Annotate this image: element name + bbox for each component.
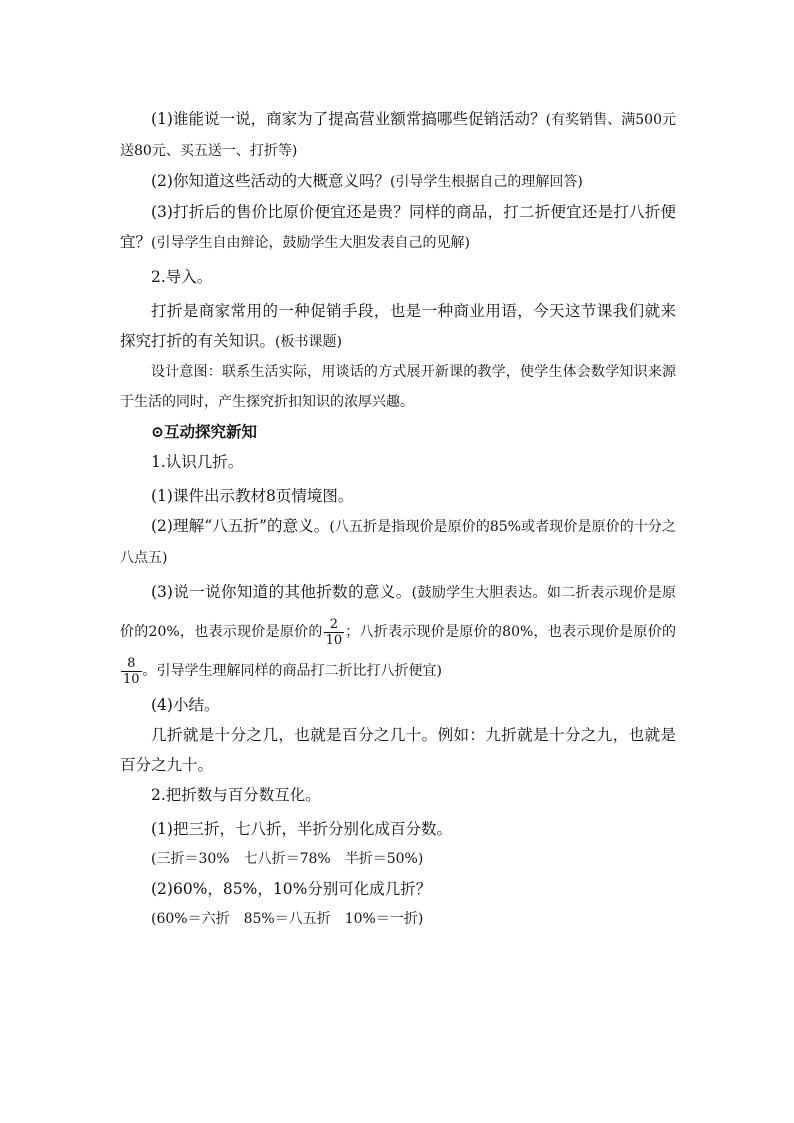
section-1-summary: 几折就是十分之几，也就是百分之几十。例如：九折就是十分之九，也就是百分之九十。 (120, 726, 676, 774)
fraction-two-tenths (324, 617, 345, 648)
section-1-item-2 (120, 511, 676, 573)
section-2-item-1: (1)把三折，七八折，半折分别化成百分数。 (151, 820, 452, 838)
section-1-heading: 1.认识几折。 (151, 453, 244, 471)
intro-text: 打折是商家常用的一种促销手段，也是一种商业用语，今天这节课我们就来探究打折的有关知识。 (120, 302, 676, 350)
question-text: (1)谁能说一说，商家为了提高营业额常搞哪些促销活动？ (151, 110, 546, 128)
note-part: 。引导学生理解同样的商品打二折比打八折便宜) (142, 663, 443, 679)
item-text: (2)理解“八五折”的意义。 (151, 517, 330, 535)
section-2-heading: 2.把折数与百分数互化。 (151, 786, 321, 804)
design-intent: 设计意图：联系生活实际，用谈话的方式展开新课的教学，使学生体会数学知识来源于生活的同时，产生探究折扣知识的浓厚兴趣。 (120, 364, 676, 410)
question-text: (2)你知道这些活动的大概意义吗？ (151, 172, 390, 190)
section-1-item-4: (4)小结。 (151, 696, 220, 714)
fraction-eight-tenths (121, 656, 142, 687)
board-note: (板书课题) (275, 334, 342, 350)
section-2-item-2: (2)60%，85%，10%分别可化成几折？ (151, 880, 432, 898)
fraction-denominator: 10 (325, 632, 343, 648)
fraction-numerator: 8 (121, 656, 142, 672)
item-text: (3)说一说你知道的其他折数的意义。 (151, 583, 412, 601)
lesson-content (120, 104, 676, 934)
question-2 (120, 166, 676, 197)
intro-paragraph (120, 296, 676, 357)
answer-note: (有奖销售、满500元送80元、买五送一、打折等) (120, 112, 676, 159)
note-part: (鼓励学生大胆表达。如二折表示现价是原价的20%，也表示现价是原价的 (120, 585, 676, 640)
section-1-item-3 (120, 573, 676, 690)
fraction-numerator: 2 (324, 617, 345, 633)
section-2-answer-1: (三折＝30% 七八折＝78% 半折＝50%) (151, 851, 424, 867)
question-1 (120, 104, 676, 166)
note-part: ；八折表示现价是原价的80%，也表示现价是原价的 (345, 624, 676, 640)
section-1-item-1: (1)课件出示教材8页情境图。 (151, 487, 354, 505)
section-heading: ⊙互动探究新知 (151, 422, 257, 441)
intro-heading: 2.导入。 (151, 268, 213, 286)
section-2-answer-2: (60%＝六折 85%＝八五折 10%＝一折) (151, 911, 424, 927)
question-text: (3)打折后的售价比原价便宜还是贵？同样的商品，打二折便宜还是打八折便宜？ (120, 203, 676, 251)
answer-note: (引导学生自由辩论，鼓励学生大胆发表自己的见解) (151, 235, 470, 251)
explanation-note: (八五折是指现价是原价的85%或者现价是原价的十分之八点五) (120, 519, 676, 566)
answer-note: (引导学生根据自己的理解回答) (389, 174, 583, 190)
question-3 (120, 197, 676, 258)
fraction-denominator: 10 (123, 671, 140, 687)
